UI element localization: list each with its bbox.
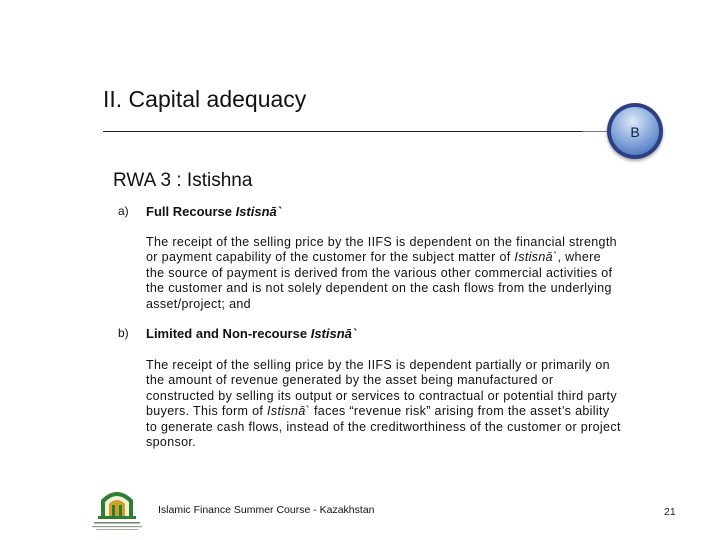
heading-text: Full Recourse xyxy=(146,204,236,219)
body-text: , where the source of payment is derived from the various other commercial activities of the customer and is not solely dependent on the cash flows from the underlying asset/project; and xyxy=(146,250,613,311)
body-text: The receipt of the selling price by the IIFS is dependent on the financial strength or payment capability of the customer for the subject matter of xyxy=(146,235,617,265)
institution-logo xyxy=(88,486,146,536)
footer-text: Islamic Finance Summer Course - Kazakhstan xyxy=(158,504,375,516)
list-item-title xyxy=(146,204,281,219)
list-item-body xyxy=(146,358,622,450)
slide-title: II. Capital adequacy xyxy=(103,86,307,112)
list-item-body xyxy=(146,235,622,312)
body-text: faces “revenue risk” arising from the asset’s ability to generate cash flows, instead of the creditworthiness of the customer or project sponsor. xyxy=(146,404,621,450)
body-italic-term: Istisnā` xyxy=(514,250,558,265)
slide-subtitle: RWA 3 : Istishna xyxy=(113,170,253,191)
heading-text: Limited and Non-recourse xyxy=(146,326,311,341)
list-item-marker: a) xyxy=(118,204,129,218)
section-badge-label: B xyxy=(630,124,640,140)
heading-italic-term: Istisnā` xyxy=(310,326,357,341)
page-number: 21 xyxy=(664,506,676,518)
heading-italic-term: Istisnā` xyxy=(235,204,282,219)
section-badge xyxy=(611,107,659,155)
body-italic-term: Istisnā` xyxy=(267,404,311,419)
title-divider xyxy=(103,131,599,132)
body-text: The receipt of the selling price by the IIFS is dependent partially or primarily on the amount of revenue generated by the asset being manufactured or constructed by selling its output or services to contractual or potential third party buyers. This form of xyxy=(146,358,617,419)
list-item-title xyxy=(146,326,356,341)
list-item-marker: b) xyxy=(118,326,129,340)
